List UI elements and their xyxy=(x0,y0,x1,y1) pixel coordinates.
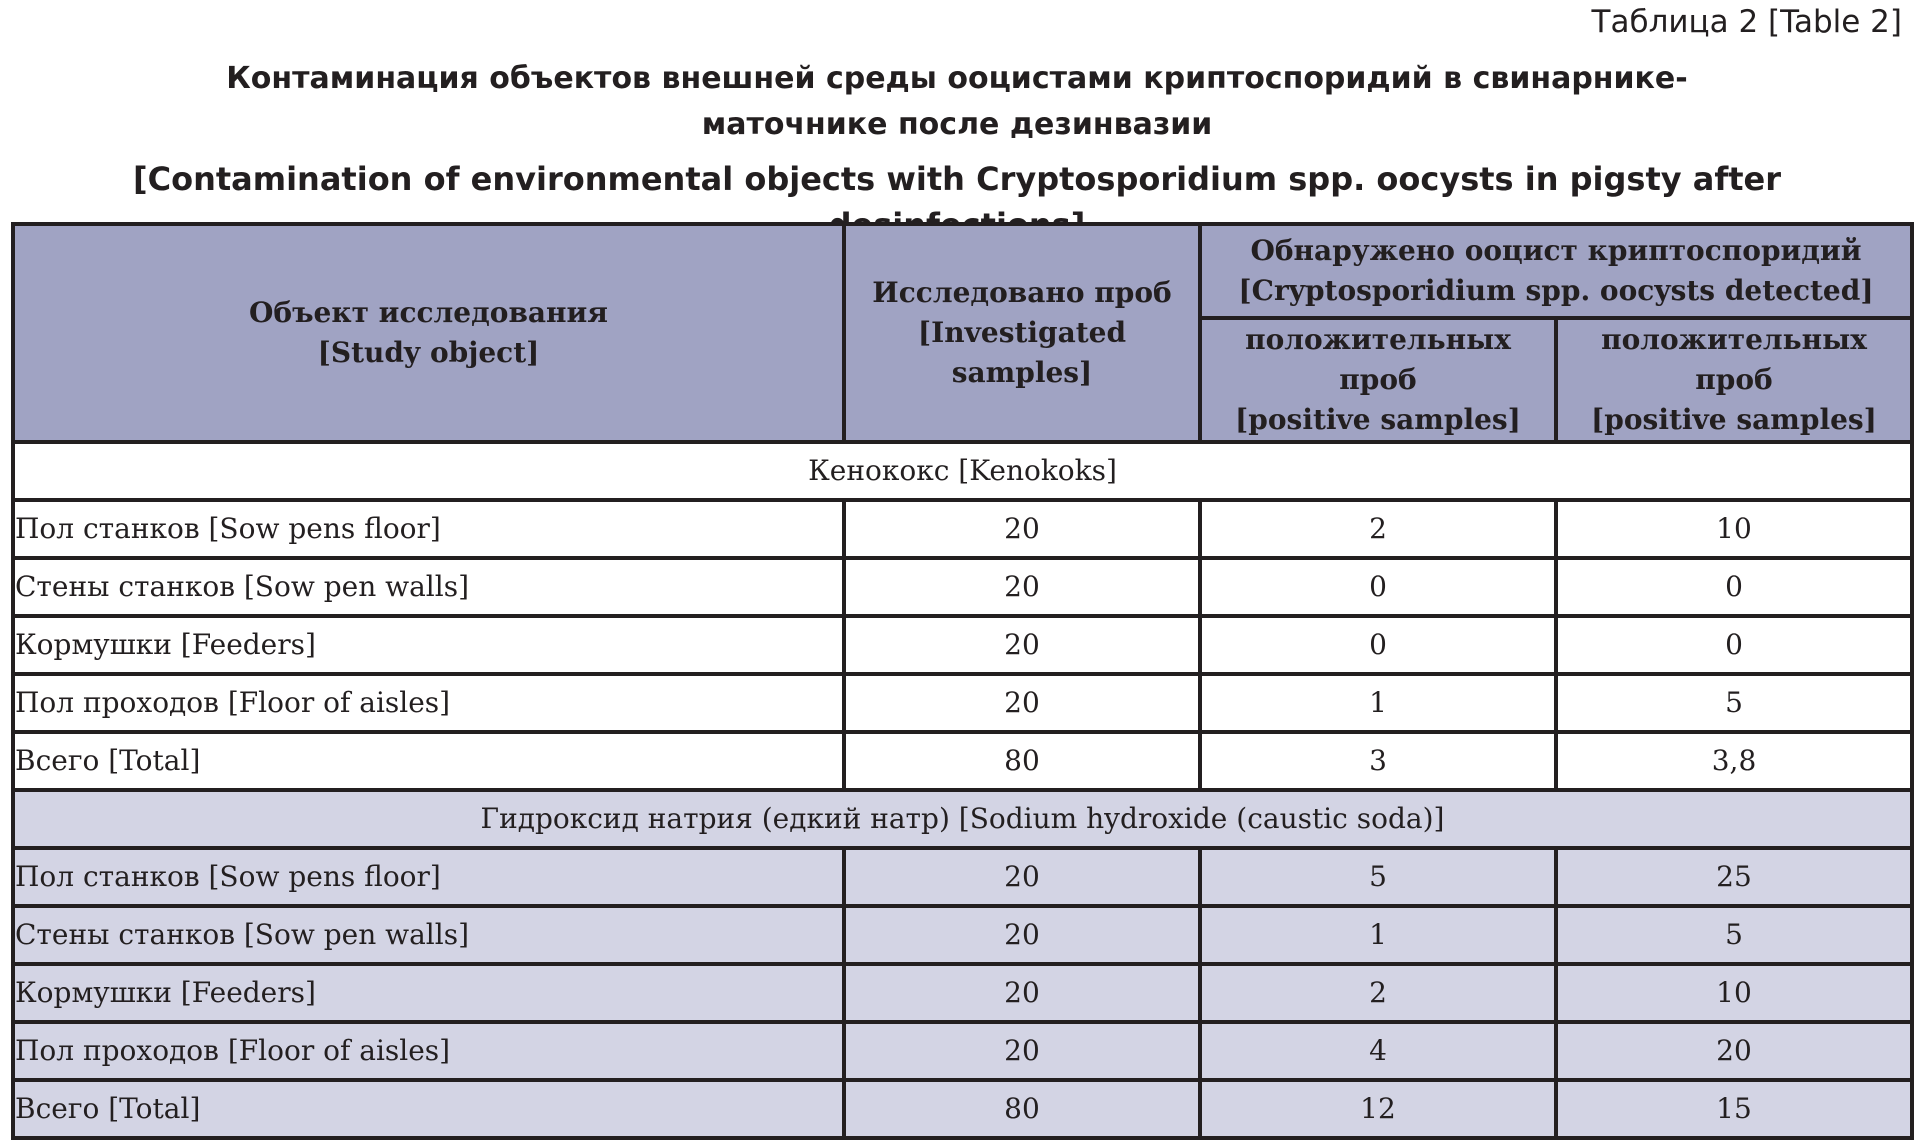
cell-percent: 25 xyxy=(1556,848,1912,906)
cell-object: Кормушки [Feeders] xyxy=(13,964,844,1022)
cell-investigated: 20 xyxy=(844,1022,1200,1080)
cell-positive: 1 xyxy=(1200,674,1556,732)
section-kenokoks: Кенококс [Kenokoks] xyxy=(13,442,1912,500)
cell-positive: 5 xyxy=(1200,848,1556,906)
header-study-object-en: [Study object] xyxy=(317,336,540,369)
cell-positive: 2 xyxy=(1200,500,1556,558)
table-number: Таблица 2 [Table 2] xyxy=(1591,4,1902,40)
title-russian: Контаминация объектов внешней среды ооцистами криптоспоридий в свинарнике-маточнике после дезинвазии xyxy=(226,61,1688,142)
cell-percent: 10 xyxy=(1556,500,1912,558)
header-detected-ru: Обнаружено ооцист криптоспоридий xyxy=(1250,234,1862,267)
cell-object: Пол станков [Sow pens floor] xyxy=(13,500,844,558)
cell-investigated: 80 xyxy=(844,1080,1200,1138)
cell-object: Пол проходов [Floor of aisles] xyxy=(13,1022,844,1080)
cell-positive: 4 xyxy=(1200,1022,1556,1080)
cell-investigated: 20 xyxy=(844,906,1200,964)
section-row xyxy=(13,790,1912,848)
cell-investigated: 80 xyxy=(844,732,1200,790)
cell-percent: 0 xyxy=(1556,616,1912,674)
cell-object: Всего [Total] xyxy=(13,732,844,790)
cell-percent: 0 xyxy=(1556,558,1912,616)
table-row xyxy=(13,674,1912,732)
table-row xyxy=(13,848,1912,906)
cell-object: Пол проходов [Floor of aisles] xyxy=(13,674,844,732)
header-detected-en: [Cryptosporidium spp. oocysts detected] xyxy=(1238,274,1874,307)
cell-investigated: 20 xyxy=(844,558,1200,616)
header-investigated-en: [Investigated samples] xyxy=(917,316,1127,389)
total-row xyxy=(13,1080,1912,1138)
cell-object: Стены станков [Sow pen walls] xyxy=(13,558,844,616)
cell-object: Кормушки [Feeders] xyxy=(13,616,844,674)
header-positive2-ru: положительных проб xyxy=(1601,323,1867,396)
data-table xyxy=(11,222,1914,1140)
total-row xyxy=(13,732,1912,790)
cell-positive: 1 xyxy=(1200,906,1556,964)
table-row xyxy=(13,558,1912,616)
header-positive2-en: [positive samples] xyxy=(1591,403,1877,436)
table-row xyxy=(13,1022,1912,1080)
title-english: [Contamination of environmental objects with Cryptosporidium spp. oocysts in pigsty after xyxy=(132,160,1782,198)
header-positive-samples-percent xyxy=(1556,318,1912,442)
header-investigated-samples xyxy=(844,224,1200,442)
table-row xyxy=(13,616,1912,674)
section-sodium-hydroxide: Гидроксид натрия (едкий натр) [Sodium hydroxide (caustic soda)] xyxy=(13,790,1912,848)
cell-percent: 10 xyxy=(1556,964,1912,1022)
cell-investigated: 20 xyxy=(844,674,1200,732)
cell-positive: 2 xyxy=(1200,964,1556,1022)
cell-positive: 12 xyxy=(1200,1080,1556,1138)
section-row xyxy=(13,442,1912,500)
cell-object: Всего [Total] xyxy=(13,1080,844,1138)
table-body xyxy=(13,442,1912,1138)
cell-object: Пол станков [Sow pens floor] xyxy=(13,848,844,906)
cell-object: Стены станков [Sow pen walls] xyxy=(13,906,844,964)
cell-positive: 3 xyxy=(1200,732,1556,790)
header-study-object-ru: Объект исследования xyxy=(249,296,608,329)
table-row xyxy=(13,964,1912,1022)
header-investigated-ru: Исследовано проб xyxy=(872,276,1172,309)
cell-investigated: 20 xyxy=(844,964,1200,1022)
cell-positive: 0 xyxy=(1200,558,1556,616)
cell-positive: 0 xyxy=(1200,616,1556,674)
cell-investigated: 20 xyxy=(844,848,1200,906)
header-positive-samples-count xyxy=(1200,318,1556,442)
cell-investigated: 20 xyxy=(844,500,1200,558)
cell-percent: 20 xyxy=(1556,1022,1912,1080)
table-row xyxy=(13,906,1912,964)
header-positive1-ru: положительных проб xyxy=(1245,323,1511,396)
cell-percent: 3,8 xyxy=(1556,732,1912,790)
header-oocysts-detected xyxy=(1200,224,1912,318)
cell-percent: 15 xyxy=(1556,1080,1912,1138)
table-titles xyxy=(0,56,1914,248)
cell-investigated: 20 xyxy=(844,616,1200,674)
table-header xyxy=(13,224,1912,442)
header-study-object xyxy=(13,224,844,442)
table-row xyxy=(13,500,1912,558)
header-positive1-en: [positive samples] xyxy=(1235,403,1521,436)
cell-percent: 5 xyxy=(1556,906,1912,964)
cell-percent: 5 xyxy=(1556,674,1912,732)
